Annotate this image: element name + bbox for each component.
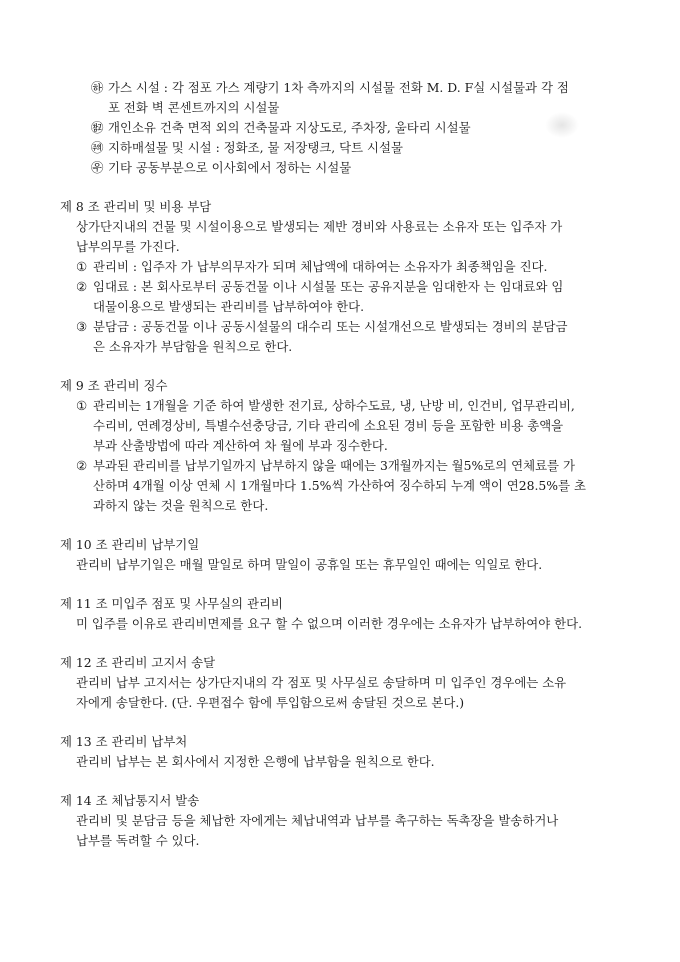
article-body-line: 관리비 납부기일은 매월 말일로 하며 말일이 공휴일 또는 휴무일인 때에는 익일로 한다. [76, 557, 543, 572]
list-item-text: 부과된 관리비를 납부기일까지 납부하지 않을 때에는 3개월까지는 월5%로의 연체료를 가 [93, 458, 575, 473]
article-list-item [76, 317, 567, 337]
article-heading: 제 12 조 관리비 고지서 송달 [60, 655, 216, 670]
article-list-item [76, 277, 563, 297]
list-marker: ㉽ [91, 140, 104, 155]
article-list-item: 부과 산출방법에 따라 계산하여 차 월에 부과 징수한다. [93, 438, 388, 453]
list-item-text: 기타 공동부분으로 이사회에서 정하는 시설물 [108, 160, 352, 175]
article-heading: 제 14 조 체납통지서 발송 [60, 793, 200, 808]
article-list-item: 과하지 않는 것을 원칙으로 한다. [93, 498, 269, 513]
article-heading: 제 10 조 관리비 납부기일 [60, 537, 200, 552]
facility-list-item [91, 118, 471, 138]
article-body-line: 납부의무를 가진다. [76, 239, 180, 254]
list-item-text: 지하매설물 및 시설 : 정화조, 물 저장탱크, 닥트 시설물 [108, 140, 403, 155]
list-item-text: 관리비는 1개월을 기준 하여 발생한 전기료, 상하수도료, 냉, 난방 비, 인건비, 업무관리비, [93, 398, 575, 413]
facility-list-item [91, 78, 569, 98]
article-list-item [76, 257, 547, 277]
article-body-line: 관리비 및 분담금 등을 체납한 자에게는 체납내역과 납부를 촉구하는 독촉장을 발송하거나 [76, 813, 559, 828]
article-body-line: 상가단지내의 건물 및 시설이용으로 발생되는 제반 경비와 사용료는 소유자 또는 입주자 가 [76, 219, 563, 234]
article-list-item [76, 456, 575, 476]
list-marker: ㉼ [91, 120, 104, 135]
article-body-line: 관리비 납부는 본 회사에서 지정한 은행에 납부함을 원칙으로 한다. [76, 754, 435, 769]
article-heading: 제 13 조 관리비 납부처 [60, 734, 188, 749]
list-item-text: 분담금 : 공동건물 이나 공동시설물의 대수리 또는 시설개선으로 발생되는 경비의 분담금 [93, 319, 568, 334]
article-body-line: 자에게 송달한다. (단. 우편접수 함에 투입함으로써 송달된 것으로 본다.) [76, 695, 465, 710]
list-item-text: 개인소유 건축 면적 외의 건축물과 지상도로, 주차장, 울타리 시설물 [108, 120, 471, 135]
list-marker: ① [76, 259, 88, 274]
article-heading: 제 9 조 관리비 징수 [60, 378, 168, 393]
article-body-line: 미 입주를 이유로 관리비면제를 요구 할 수 없으며 이러한 경우에는 소유자가 납부하여야 한다. [76, 616, 583, 631]
list-marker: ③ [76, 319, 88, 334]
facility-list-item [91, 138, 403, 158]
list-item-text: 가스 시설 : 각 점포 가스 계량기 1차 측까지의 시설물 전화 M. D. F실 시설물과 각 점 [108, 80, 569, 95]
article-heading: 제 11 조 미입주 점포 및 사무실의 관리비 [60, 596, 283, 611]
list-marker: ㉾ [91, 160, 104, 175]
article-body-line: 납부를 독려할 수 있다. [76, 833, 200, 848]
article-list-item: 수리비, 연례경상비, 특별수선충당금, 기타 관리에 소요된 경비 등을 포함한 비용 총액을 [93, 418, 564, 433]
facility-list-item [91, 158, 351, 178]
article-list-item: 산하며 4개월 이상 연체 시 1개월마다 1.5%씩 가산하여 징수하되 누계 액이 연28.5%를 초 [93, 478, 586, 493]
scan-smudge [545, 112, 579, 138]
list-marker: ㉻ [91, 80, 104, 95]
article-list-item [76, 396, 575, 416]
list-marker: ① [76, 398, 88, 413]
article-list-item: 은 소유자가 부담함을 원칙으로 한다. [93, 339, 293, 354]
list-marker: ② [76, 279, 88, 294]
facility-list-item: 포 전화 벽 콘센트까지의 시설물 [108, 100, 280, 115]
article-body-line: 관리비 납부 고지서는 상가단지내의 각 점포 및 사무실로 송달하며 미 입주인 경우에는 소유 [76, 675, 567, 690]
list-item-text: 관리비 : 입주자 가 납부의무자가 되며 체납액에 대하여는 소유자가 최종책임을 진다. [93, 259, 548, 274]
list-marker: ② [76, 458, 88, 473]
article-heading: 제 8 조 관리비 및 비용 부담 [60, 199, 212, 214]
article-list-item: 대물이용으로 발생되는 관리비를 납부하여야 한다. [93, 299, 365, 314]
list-item-text: 임대료 : 본 회사로부터 공동건물 이나 시설물 또는 공유지분을 임대한자 는 임대료와 임 [93, 279, 564, 294]
